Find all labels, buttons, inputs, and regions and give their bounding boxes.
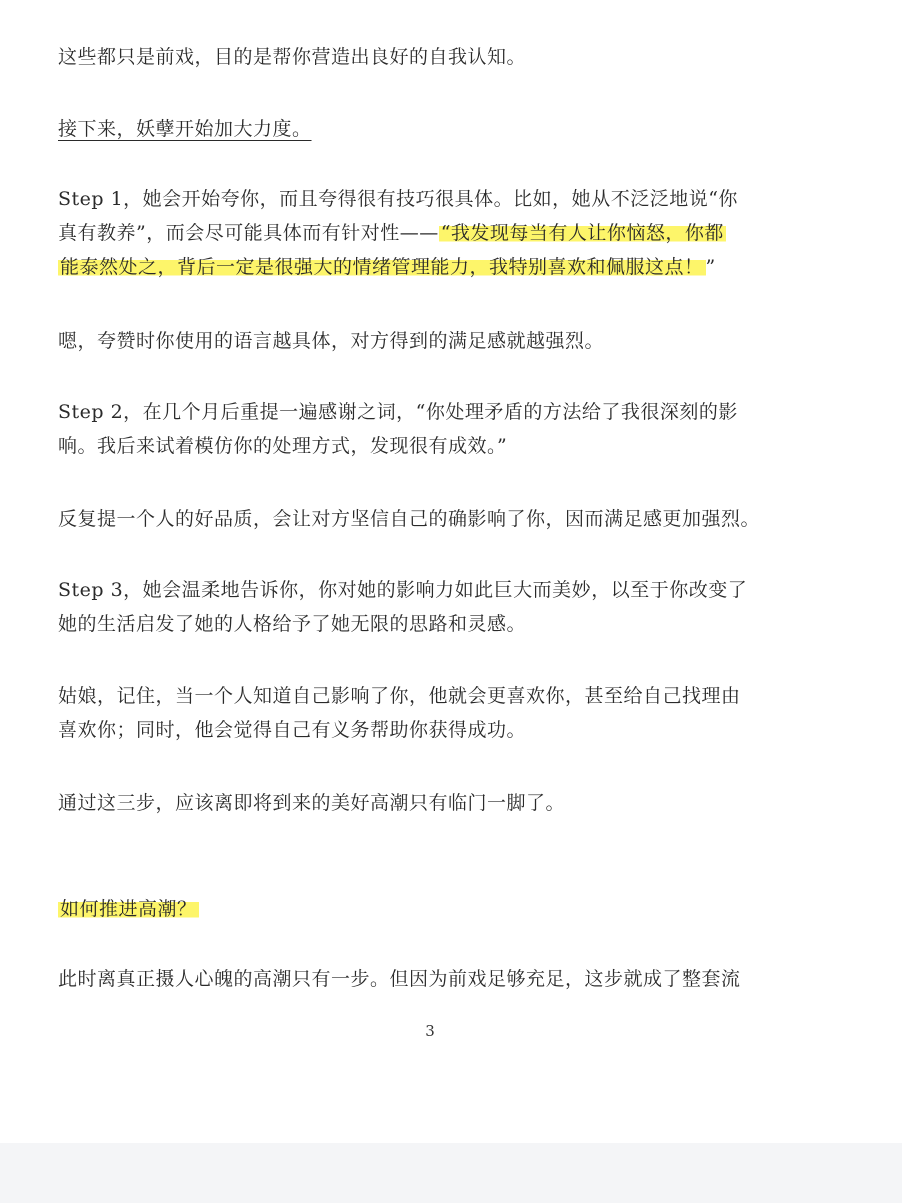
highlighted-quote-part2: 能泰然处之，背后一定是很强大的情绪管理能力，我特别喜欢和佩服这点！ — [60, 256, 704, 278]
highlighted-quote-part1: “我发现每当有人让你恼怒，你都 — [440, 222, 724, 244]
paragraph-transition — [58, 112, 858, 146]
paragraph-step1 — [58, 182, 858, 284]
section-heading — [58, 892, 858, 926]
summary-text: 通过这三步，应该离即将到来的美好高潮只有临门一脚了。 — [58, 792, 566, 814]
step1-line1: Step 1，她会开始夸你，而且夸得很有技巧很具体。比如，她从不泛泛地说“你 — [58, 188, 738, 210]
paragraph-climax — [58, 962, 858, 996]
step1-line3-plain: ” — [705, 256, 716, 278]
page-number: 3 — [425, 1022, 435, 1040]
step3-line2: 她的生活启发了她的人格给予了她无限的思路和灵感。 — [58, 613, 527, 635]
paragraph-summary — [58, 786, 858, 820]
bottom-bar — [0, 1143, 902, 1203]
underlined-transition-text: 接下来，妖孽开始加大力度。 — [58, 118, 312, 140]
repeat-note-text: 反复提一个人的好品质，会让对方坚信自己的确影响了你，因而满足感更加强烈。 — [58, 508, 761, 530]
step3-line1: Step 3，她会温柔地告诉你，你对她的影响力如此巨大而美妙，以至于你改变了 — [58, 579, 748, 601]
advice-line1: 姑娘，记住，当一个人知道自己影响了你，他就会更喜欢你，甚至给自己找理由 — [58, 685, 741, 707]
advice-line2: 喜欢你；同时，他会觉得自己有义务帮助你获得成功。 — [58, 719, 527, 741]
paragraph-intro — [58, 40, 858, 74]
climax-text: 此时离真正摄人心魄的高潮只有一步。但因为前戏足够充足，这步就成了整套流 — [58, 968, 741, 990]
step1-line2-plain: 真有教养”，而会尽可能具体而有针对性—— — [58, 222, 439, 244]
paragraph-repeat-note — [58, 502, 858, 536]
paragraph-step3 — [58, 573, 858, 641]
paragraph-intro-text: 这些都只是前戏，目的是帮你营造出良好的自我认知。 — [58, 46, 527, 68]
paragraph-praise-note — [58, 324, 858, 358]
praise-note-text: 嗯，夸赞时你使用的语言越具体，对方得到的满足感就越强烈。 — [58, 330, 605, 352]
highlighted-heading: 如何推进高潮？ — [60, 898, 197, 920]
paragraph-advice — [58, 679, 858, 747]
step2-line1: Step 2，在几个月后重提一遍感谢之词，“你处理矛盾的方法给了我很深刻的影 — [58, 401, 738, 423]
paragraph-step2 — [58, 395, 858, 463]
step2-line2: 响。我后来试着模仿你的处理方式，发现很有成效。” — [58, 435, 508, 457]
